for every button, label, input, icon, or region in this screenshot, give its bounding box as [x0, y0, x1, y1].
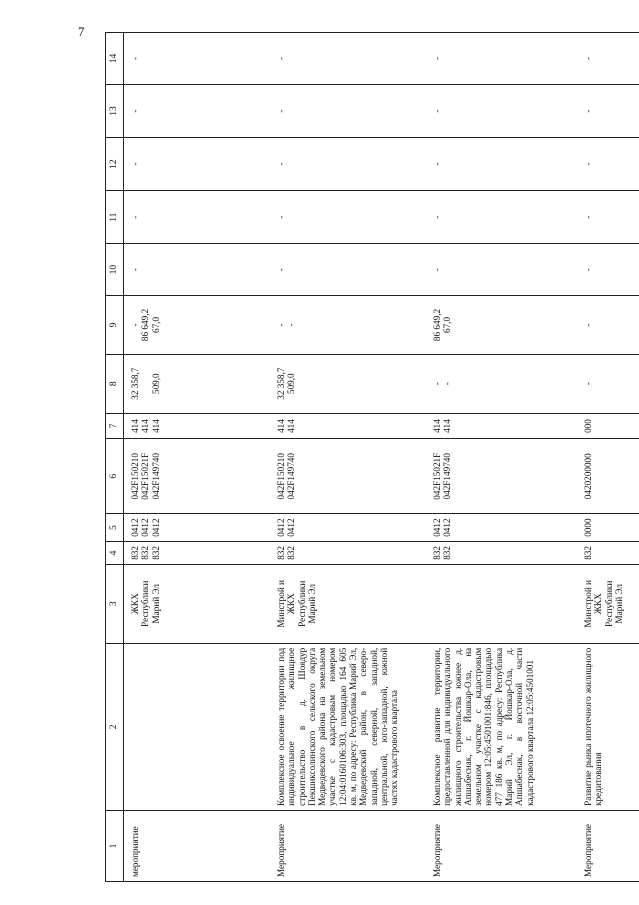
value-cell-10: -: [577, 244, 639, 296]
col-header-3: 3: [106, 564, 124, 643]
table-row: [124, 33, 271, 882]
value-cell-10: -: [426, 244, 577, 296]
value-cell-9: -: [577, 296, 639, 355]
value-cell-8: - -: [426, 354, 577, 413]
value-cell-13: -: [124, 85, 271, 138]
description-cell: Комплексное освоение территории под индивидуальное жилищное строительство в д. Шоядур Пекшиксолинского сельского округа Медведевского района на земельном участке с кадастровым номером 12:04:0160106:303, площадью 164 605 кв. м, по адресу: Республика Марий Эл, Медведевский район, в северо-западной, северной, западной, центральной, юго-западной, южной частях кадастрового квартала: [270, 643, 426, 810]
value-cell-14: -: [270, 33, 426, 85]
header-row: [106, 33, 124, 882]
col-header-10: 10: [106, 244, 124, 296]
executor-cell: Минстрой и ЖКХ Республики Марий Эл: [577, 564, 639, 643]
value-cell-14: -: [426, 33, 577, 85]
description-cell: [124, 643, 271, 810]
budget-table: [105, 32, 639, 882]
col-header-13: 13: [106, 85, 124, 138]
executor-cell: Минстрой и ЖКХ Республики Марий Эл: [270, 564, 426, 643]
section-code-cell: 0412 0412: [426, 513, 577, 541]
value-cell-11: -: [124, 191, 271, 244]
gp-code-cell: 832 832 832: [124, 542, 271, 565]
value-cell-11: -: [577, 191, 639, 244]
col-header-9: 9: [106, 296, 124, 355]
col-header-14: 14: [106, 33, 124, 85]
col-header-1: 1: [106, 810, 124, 881]
col-header-5: 5: [106, 513, 124, 541]
value-cell-9: 86 649,2 67,0: [426, 296, 577, 355]
value-cell-13: -: [577, 85, 639, 138]
value-cell-14: -: [124, 33, 271, 85]
type-cell: Мероприятие: [426, 810, 577, 881]
col-header-7: 7: [106, 413, 124, 439]
value-cell-13: -: [270, 85, 426, 138]
type-cell: мероприятие: [124, 810, 271, 881]
value-cell-13: -: [426, 85, 577, 138]
page-number: 7: [78, 24, 85, 39]
value-cell-11: -: [426, 191, 577, 244]
executor-cell: ЖКХ Республики Марий Эл: [124, 564, 271, 643]
section-code-cell: 0412 0412: [270, 513, 426, 541]
value-cell-12: -: [426, 138, 577, 191]
gp-code-cell: 832: [577, 542, 639, 565]
value-cell-8: -: [577, 354, 639, 413]
col-header-2: 2: [106, 643, 124, 810]
table-row: [426, 33, 577, 882]
value-cell-9: - -: [270, 296, 426, 355]
table-row: [270, 33, 426, 882]
table-row: [577, 33, 639, 882]
type-cell: Мероприятие: [577, 810, 639, 881]
description-cell: Комплексное развитие территории, предоставленной для индивидуального жилищного строительства южнее д. Апшабеснак, г. Йошкар-Ола, на земельном участке с кадастровым номером 12:05:4501001:846, площадью 477 186 кв. м, по адресу: Республика Марий Эл, г. Йошкар-Ола, д. Апшабеснак, в восточной части кадастрового квартала 12:05:4501001: [426, 643, 577, 810]
value-cell-14: -: [577, 33, 639, 85]
target-code-cell: 042F15021F 042F149740: [426, 439, 577, 514]
target-code-cell: 042F150210 042F15021F 042F149740: [124, 439, 271, 514]
value-cell-12: -: [124, 138, 271, 191]
target-code-cell: 042F150210 042F149740: [270, 439, 426, 514]
value-cell-8: 32 358,7 509,0: [270, 354, 426, 413]
executor-cell: [426, 564, 577, 643]
value-cell-12: -: [577, 138, 639, 191]
col-header-12: 12: [106, 138, 124, 191]
col-header-8: 8: [106, 354, 124, 413]
value-cell-12: -: [270, 138, 426, 191]
expense-type-cell: 414 414: [270, 413, 426, 439]
description-cell: Развитие рынка ипотечного жилищного кредитования: [577, 643, 639, 810]
value-cell-11: -: [270, 191, 426, 244]
col-header-6: 6: [106, 439, 124, 514]
value-cell-10: -: [270, 244, 426, 296]
col-header-4: 4: [106, 542, 124, 565]
gp-code-cell: 832 832: [426, 542, 577, 565]
value-cell-8: 32 358,7 509,0: [124, 354, 271, 413]
section-code-cell: 0000: [577, 513, 639, 541]
target-code-cell: 0420200000: [577, 439, 639, 514]
value-cell-9: - 86 649,2 67,0: [124, 296, 271, 355]
expense-type-cell: 414 414 414: [124, 413, 271, 439]
section-code-cell: 0412 0412 0412: [124, 513, 271, 541]
rotated-table-container: [105, 32, 624, 882]
expense-type-cell: 414 414: [426, 413, 577, 439]
gp-code-cell: 832 832: [270, 542, 426, 565]
value-cell-10: -: [124, 244, 271, 296]
type-cell: Мероприятие: [270, 810, 426, 881]
expense-type-cell: 000: [577, 413, 639, 439]
col-header-11: 11: [106, 191, 124, 244]
